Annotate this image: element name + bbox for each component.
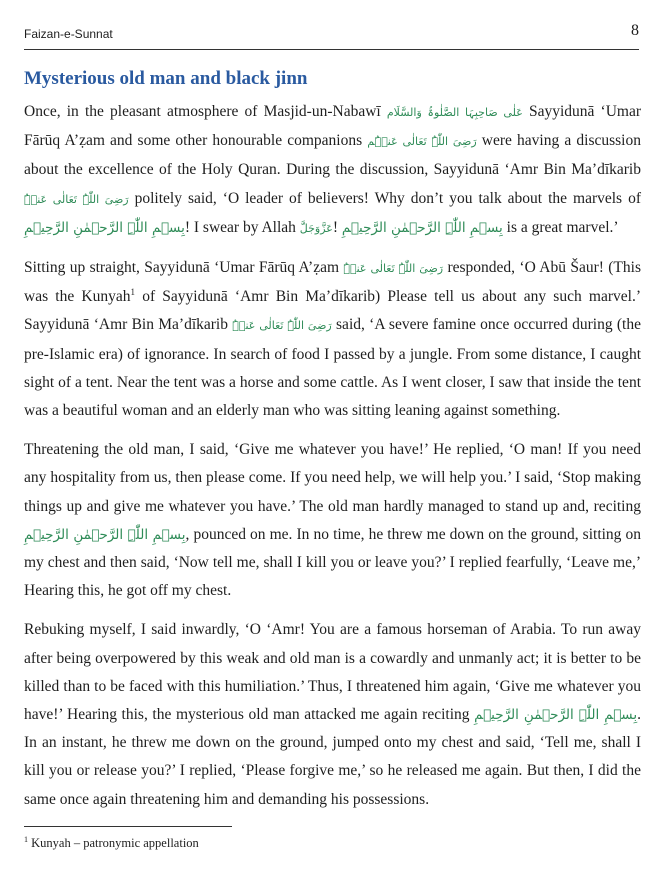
running-title: Faizan-e-Sunnat (24, 27, 113, 41)
paragraph-2: Sitting up straight, Sayyidunā ‘Umar Fārūq A’ẓam رَضِیَ اللّٰہُ تَعَالٰی عَنۡہُ responded, ‘O Abū Šaur! (This was the Kunyah$^1$ of Sayyidunā ‘Amr Bin Ma’dīkarib) Please tell us about any such marvel.’ Sayyidunā ‘Amr Bin Ma’dīkarib رَضِیَ اللّٰہُ تَعَالٰی عَنۡہُ said, ‘A severe famine once occurred during (the pre-Islamic era) of ignorance. In search of food I passed by a jungle. From some distance, I caught sight of a tent. Near the tent was a horse and some cattle. As I went closer, I saw that inside the tent was a beautiful woman and an elderly man who was sitting leaning against something. (24, 259, 641, 420)
footnote-divider (24, 826, 232, 827)
footnote-text: Kunyah – patronymic appellation (31, 836, 199, 850)
arabic-honorific: رَضِیَ اللّٰہُ تَعَالٰی عَنۡہُ (232, 319, 332, 333)
arabic-bismillah: بِسۡمِ اللّٰہِ الرَّحۡمٰنِ الرَّحِیۡمِ (474, 707, 638, 724)
footnote (24, 836, 199, 851)
arabic-salutation: عَلٰی صَاحِبِہَا الصَّلٰوۃُ وَالسَّلَام (386, 106, 523, 119)
arabic-honorific: رَضِیَ اللّٰہُ تَعَالٰی عَنۡہُ (24, 192, 129, 206)
arabic-honorific: رَضِیَ اللّٰہُ تَعَالٰی عَنۡہُ (343, 262, 444, 276)
paragraph-4: Rebuking myself, I said inwardly, ‘O ‘Amr! You are a famous horseman of Arabia. To run away after being overpowered by this weak and old man is a cowardly and unmanly act; it is better to be killed than to be faced with this humiliation.’ Thus, I threatened him again, ‘Give me whatever you have!’ Hearing this, the mysterious old man attacked me again reciting بِسۡمِ اللّٰہِ الرَّحۡمٰنِ الرَّحِیۡمِ. In an instant, he threw me down on the ground, jumped onto my chest and said, ‘Tell me, shall I kill you or release you?’ I replied, ‘Please forgive me,’ so he released me again. But then, I did the same once again threatening him and demanding his possessions. (24, 621, 641, 808)
page-header (24, 22, 639, 50)
arabic-honorific: عَزَّوَجَلَّ (299, 221, 333, 235)
paragraph-1: Once, in the pleasant atmosphere of Masjid-un-Nabawī عَلٰی صَاحِبِہَا الصَّلٰوۃُ وَالسَّلَام Sayyidunā ‘Umar Fārūq A’ẓam and some other honourable companions رَضِیَ اللّٰہُ تَعَالٰی عَنۡہُم were having a discussion about the excellence of the Holy Quran. During the discussion, Sayyidunā ‘Amr Bin Ma’dīkarib رَضِیَ اللّٰہُ تَعَالٰی عَنۡہُ politely said, ‘O leader of believers! Why don’t you talk about the marvels of بِسۡمِ اللّٰہِ الرَّحۡمٰنِ الرَّحِیۡمِ! I swear by Allah عَزَّوَجَلَّ! بِسۡمِ اللّٰہِ الرَّحۡمٰنِ الرَّحِیۡمِ is a great marvel.’ (24, 103, 642, 236)
page-number: 8 (631, 22, 639, 39)
footnote-number: 1 (24, 834, 28, 844)
arabic-bismillah: بِسۡمِ اللّٰہِ الرَّحۡمٰنِ الرَّحِیۡمِ (24, 219, 185, 236)
arabic-honorific: رَضِیَ اللّٰہُ تَعَالٰی عَنۡہُم (367, 135, 477, 149)
body-text (24, 98, 641, 825)
footnote-reference: 1 (130, 287, 135, 298)
paragraph-3: Threatening the old man, I said, ‘Give me whatever you have!’ He replied, ‘O man! If you need any hospitality from us, then please come. If you need help, we will help you.’ I said, ‘Stop making things up and give me whatever you have.’ The old man hardly managed to stand up and, reciting بِسۡمِ اللّٰہِ الرَّحۡمٰنِ الرَّحِیۡمِ, pounced on me. In no time, he threw me down on the ground, sitting on my chest and then said, ‘Now tell me, shall I kill you or leave you?’ I replied fearfully, ‘Leave me,’ Hearing this, he got off my chest. (24, 441, 642, 600)
section-heading: Mysterious old man and black jinn (24, 68, 308, 89)
arabic-bismillah: بِسۡمِ اللّٰہِ الرَّحۡمٰنِ الرَّحِیۡمِ (24, 526, 186, 543)
arabic-bismillah: بِسۡمِ اللّٰہِ الرَّحۡمٰنِ الرَّحِیۡمِ (341, 219, 503, 236)
